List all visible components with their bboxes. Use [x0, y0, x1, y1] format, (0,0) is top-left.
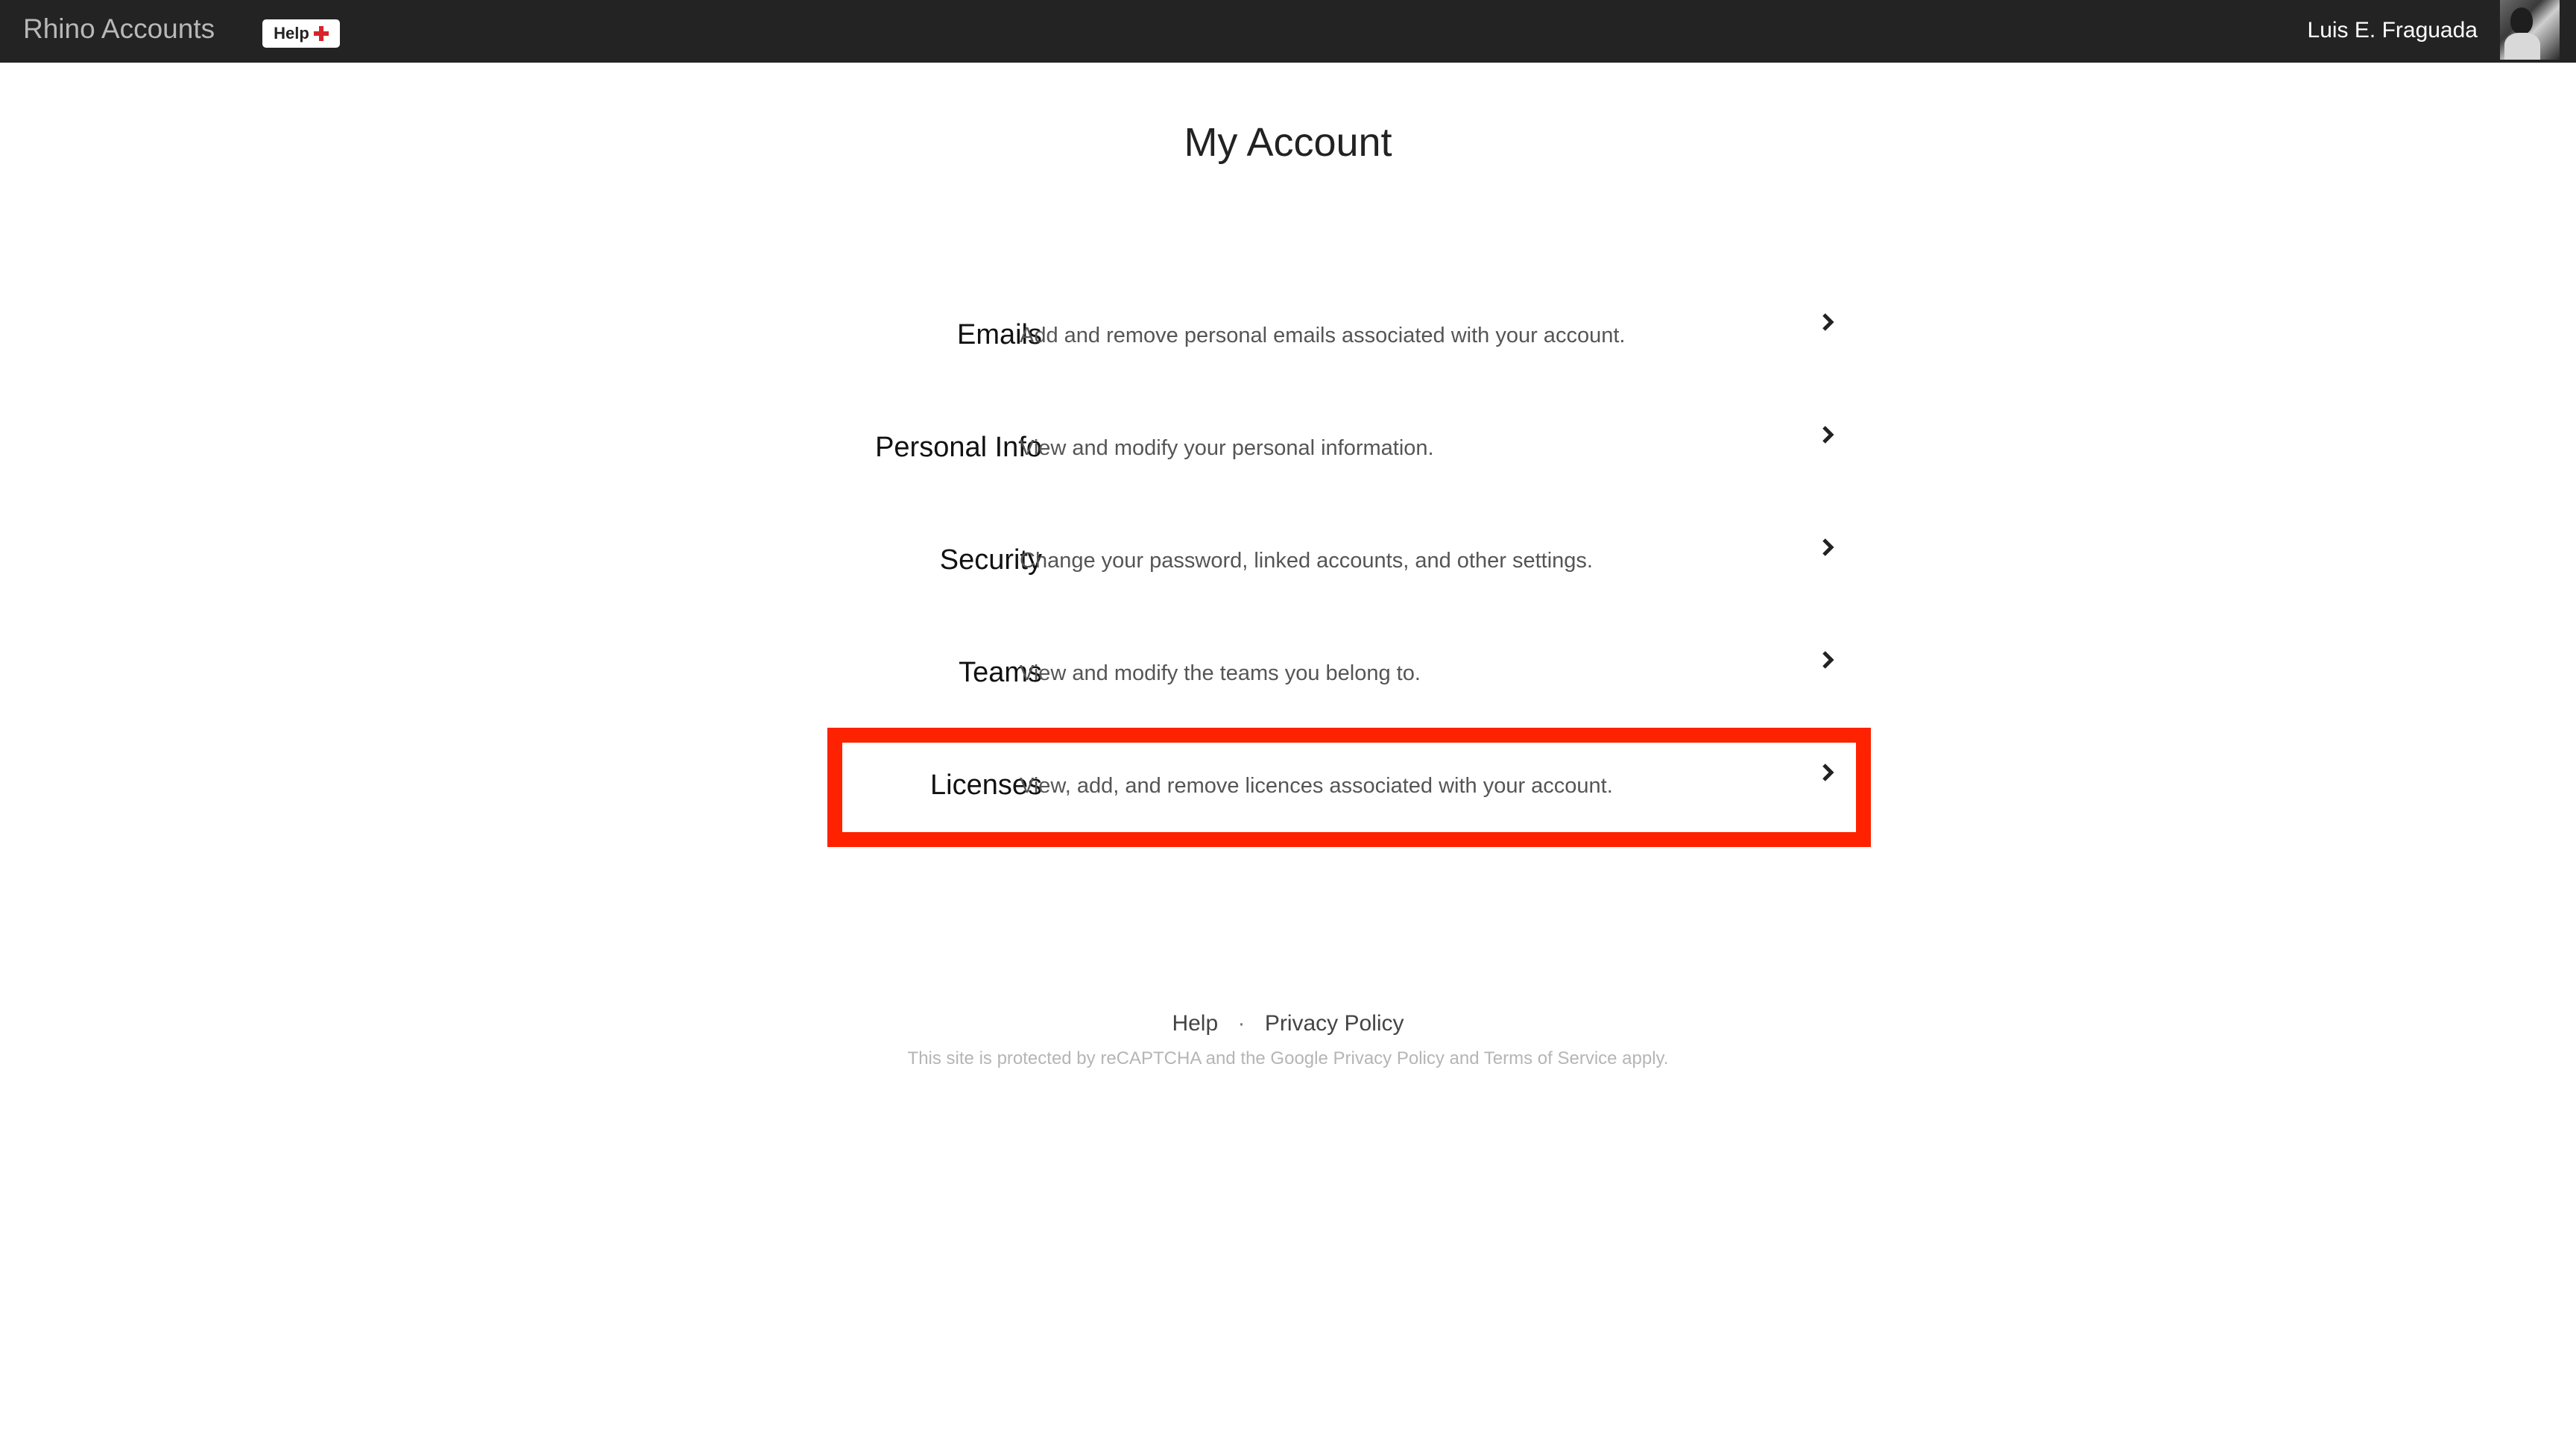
- footer-help-link[interactable]: Help: [1172, 1011, 1219, 1036]
- user-name[interactable]: Luis E. Fraguada: [2307, 18, 2478, 43]
- menu-item-label: Licenses: [930, 769, 1042, 801]
- chevron-right-icon[interactable]: [1817, 312, 1838, 333]
- footer-privacy-link[interactable]: Privacy Policy: [1264, 1011, 1404, 1036]
- chevron-right-icon[interactable]: [1817, 424, 1838, 445]
- menu-item-licenses[interactable]: [812, 740, 1856, 852]
- chevron-right-icon[interactable]: [1817, 762, 1838, 783]
- red-cross-icon: [314, 26, 329, 41]
- menu-item-personal-info[interactable]: [812, 402, 1856, 514]
- recaptcha-note: This site is protected by reCAPTCHA and the Google Privacy Policy and Terms of Service apply.: [907, 1048, 1669, 1068]
- menu-item-description: View, add, and remove licences associated with your account.: [1020, 774, 1613, 798]
- chevron-right-icon[interactable]: [1817, 649, 1838, 670]
- chevron-right-icon[interactable]: [1817, 537, 1838, 558]
- menu-item-label: Security: [939, 544, 1042, 576]
- menu-item-teams[interactable]: [812, 627, 1856, 740]
- footer-separator: ·: [1237, 1011, 1246, 1036]
- help-button[interactable]: [262, 19, 340, 48]
- menu-item-label: Emails: [956, 319, 1042, 350]
- footer-links: [0, 1011, 2576, 1036]
- menu-item-description: View and modify the teams you belong to.: [1020, 661, 1421, 685]
- menu-item-description: Change your password, linked accounts, and other settings.: [1020, 549, 1593, 573]
- account-menu: [812, 289, 1856, 852]
- help-button-label: Help: [274, 24, 309, 43]
- menu-item-description: View and modify your personal information.: [1020, 436, 1434, 460]
- menu-item-description: Add and remove personal emails associated with your account.: [1020, 324, 1626, 347]
- menu-item-label: Personal Info: [875, 432, 1042, 463]
- page-title: My Account: [1184, 120, 1392, 165]
- menu-item-security[interactable]: [812, 514, 1856, 627]
- top-navbar: [0, 0, 2576, 63]
- brand-link[interactable]: Rhino Accounts: [23, 13, 215, 44]
- avatar[interactable]: [2500, 0, 2560, 60]
- menu-item-emails[interactable]: [812, 289, 1856, 402]
- menu-item-label: Teams: [959, 657, 1042, 688]
